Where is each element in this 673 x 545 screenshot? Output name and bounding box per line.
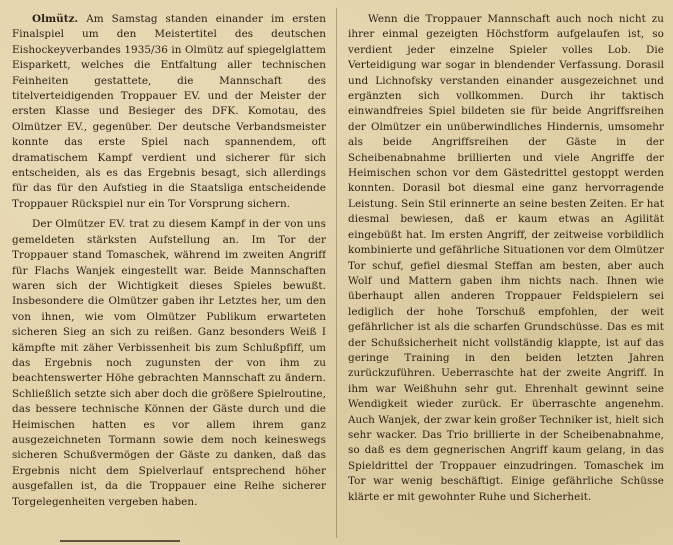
- article-column-left: [12, 12, 326, 537]
- article-paragraph-3: Wenn die Troppauer Mannschaft auch noch nicht zu ihrer einmal gezeigten Höchstform aufgelaufen ist, so verdient jeder einzelne Spieler volles Lob. Die Verteidigung war sogar in blendender Verfassung. Dorasil und Lichnofsky verstanden einander ausgezeichnet und ergänzten sich vollkommen. Durch ihr taktisch einwandfreies Spiel bildeten sie für beide Angriffsreihen der Olmützer ein unüberwindliches Hindernis, umsomehr als beide Angriffsreihen der Gäste in der Scheibenabnahme brillierten und viele Angriffe der Heimischen schon vor dem Gästedrittel gestoppt werden konnten. Dorasil bot diesmal eine ganz hervorragende Leistung. Sein Stil erinnerte an seine besten Zeiten. Er hat diesmal bewiesen, daß er kaum etwas an Agilität eingebüßt hat. Im ersten Angriff, der zeitweise vorbildlich kombinierte und gefährliche Situationen vor dem Olmützer Tor schuf, gefiel diesmal Steffan am besten, aber auch Wolf und Mattern gaben ihm nichts nach. Ihnen wie überhaupt allen anderen Troppauer Feldspielern sei lediglich der hohe Torschuß empfohlen, der weit gefährlicher ist als die scharfen Grundschüsse. Das es mit der Schußsicherheit nicht vollständig klappte, ist auf das geringe Training in den beiden letzten Jahren zurückzuführen. Ueberraschte hat der zweite Angriff. In ihm war Weißhuhn sehr gut. Ehrenhalt gewinnt seine Wendigkeit wieder zurück. Er überraschte angenehm. Auch Wanjek, der zwar kein großer Techniker ist, hielt sich sehr wacker. Das Trio brillierte in der Scheibenabnahme, so daß es dem gegnerischen Angriff kaum gelang, in das Spieldrittel der Troppauer einzudringen. Tomaschek im Tor war wenig beschäftigt. Einige gefährliche Schüsse klärte er mit gewohnter Ruhe und Sicherheit.: [348, 13, 664, 503]
- bottom-rule: [60, 540, 180, 542]
- article-paragraph-1-text: Am Samstag standen einander im ersten Finalspiel um den Meistertitel des deutschen Eishockeyverbandes 1935/36 in Olmütz auf spiegelglattem Eisparkett, welches die Entfaltung aller technischen Feinheiten gestattete, die Mannschaft des titelverteidigenden Troppauer EV. und der Meister der ersten Klasse und Besieger des DFK. Komotau, des Olmützer EV., gegenüber. Der deutsche Verbandsmeister konnte das erste Spiel nach spannendem, oft dramatischem Kampf verdient und sicherer für sich entscheiden, als es das Ergebnis besagt, sich allerdings für das für den Aufstieg in die Staatsliga entscheidende Troppauer Rückspiel nur ein Tor Vorsprung sichern.: [12, 13, 326, 210]
- article-paragraph-2: Der Olmützer EV. trat zu diesem Kampf in der von uns gemeldeten stärksten Aufstellung an. Im Tor der Troppauer stand Tomaschek, während im zweiten Angriff für Flachs Wanjek eingestellt war. Beide Mannschaften waren sich der Wichtigkeit dieses Spieles bewußt. Insbesondere die Olmützer gaben ihr Letztes her, um den von ihnen, wie vom Olmützer Publikum erwarteten sicheren Sieg an sich zu reißen. Ganz besonders Weiß I kämpfte mit zäher Verbissenheit bis zum Schlußpfiff, um das Ergebnis noch zugunsten der von ihm zu beachtenswerter Höhe gebrachten Mannschaft zu ändern. Schließlich setzte sich aber doch die größere Spielroutine, das bessere technische Können der Gäste durch und die Heimischen hatten es vor allem ihrem ganz ausgezeichneten Tormann sowie dem noch keineswegs sicheren Schußvermögen der Gäste zu danken, daß das Ergebnis nicht dem Spielverlauf entsprechend höher ausgefallen ist, da die Troppauer eine Reihe sicherer Torgelegenheiten vergeben haben.: [12, 218, 326, 508]
- article-paragraph-1: [12, 12, 326, 212]
- column-divider: [336, 8, 337, 538]
- article-lead-word: Olmütz.: [32, 13, 79, 25]
- article-column-right: [348, 12, 664, 537]
